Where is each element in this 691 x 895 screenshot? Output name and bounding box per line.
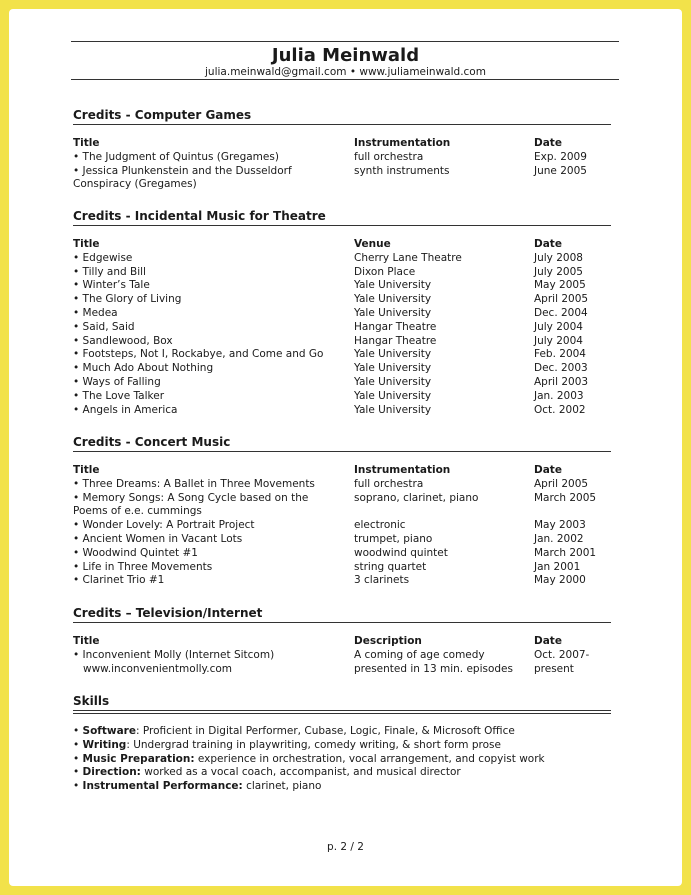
section-title: Credits – Television/Internet [73,605,611,623]
row-title: • The Judgment of Quintus (Gregames) [73,150,279,163]
table-row [73,649,611,663]
skill-text: clarinet, piano [242,780,322,793]
col-header-description: Description [354,635,422,647]
list-item: • Music Preparation: experience in orchestration, vocal arrangement, and copyist work [73,752,545,765]
contact-line: julia.meinwald@gmail.com • www.juliameinwald.com [205,66,486,78]
row-instrumentation: trumpet, piano [354,532,433,545]
row-title: • Jessica Plunkenstein and the Dusseldorf [73,164,292,177]
col-header-instrumentation: Instrumentation [354,464,451,476]
row-date: July 2005 [534,265,583,278]
row-date: Oct. 2007- [534,648,590,661]
list-item: • Writing: Undergrad training in playwriting, comedy writing, & short form prose [73,738,501,751]
row-date: March 2005 [534,491,597,504]
row-title: • Said, Said [73,320,135,333]
row-title: • Edgewise [73,251,133,264]
row-venue: Yale University [354,293,432,306]
row-instrumentation: string quartet [354,560,427,573]
skills-list [73,725,611,794]
row-instrumentation: full orchestra [354,477,424,490]
row-title: www.inconvenientmolly.com [83,662,233,675]
row-date: Dec. 2004 [534,306,588,319]
skill-text: experience in orchestration, vocal arrangement, and copyist work [194,752,545,765]
table-row [73,404,611,418]
col-header-date: Date [534,635,562,647]
row-venue: Yale University [354,279,432,292]
table-row [73,279,611,293]
header-bottom-rule [71,79,619,80]
row-venue: Yale University [354,306,432,319]
row-date: April 2005 [534,477,589,490]
row-title: • The Love Talker [73,389,165,402]
row-title: • The Glory of Living [73,293,182,306]
section-title: Credits - Incidental Music for Theatre [73,208,611,226]
row-title: • Medea [73,306,118,319]
table-row [73,492,611,506]
concert-table [73,464,611,588]
col-header-title: Title [73,464,100,476]
table-row [73,561,611,575]
row-venue: Yale University [354,375,432,388]
skill-text: worked as a vocal coach, accompanist, and musical director [140,766,461,779]
table-row [73,321,611,335]
row-date: Dec. 2003 [534,362,588,375]
list-item: • Direction: worked as a vocal coach, accompanist, and musical director [73,766,461,779]
table-row [73,252,611,266]
skills-rule [73,713,611,714]
table-row [73,335,611,349]
resume-name: Julia Meinwald [271,45,420,66]
table-row [73,533,611,547]
table-row [73,574,611,588]
row-title: • Much Ado About Nothing [73,362,214,375]
skill-label: Instrumental Performance: [82,780,243,793]
row-date: July 2008 [534,251,583,264]
row-instrumentation: full orchestra [354,150,424,163]
table-row [73,307,611,321]
col-header-title: Title [73,137,100,149]
row-date: April 2003 [534,375,589,388]
row-title: • Three Dreams: A Ballet in Three Movements [73,477,315,490]
row-date: Exp. 2009 [534,150,587,163]
row-title: • Wonder Lovely: A Portrait Project [73,519,255,532]
row-date: May 2005 [534,279,586,292]
col-header-date: Date [534,137,562,149]
table-header-row [73,238,611,252]
table-row [73,266,611,280]
row-date: March 2001 [534,546,597,559]
col-header-date: Date [534,238,562,250]
row-venue: Cherry Lane Theatre [354,251,462,264]
table-row [73,547,611,561]
theatre-table [73,238,611,417]
row-title: • Life in Three Movements [73,560,213,573]
row-instrumentation: woodwind quintet [354,546,448,559]
row-date: May 2000 [534,574,586,587]
row-venue: Dixon Place [354,265,416,278]
row-title: • Footsteps, Not I, Rockabye, and Come and Go [73,348,324,361]
section-title: Credits - Concert Music [73,434,611,452]
row-title: Conspiracy (Gregames) [73,178,197,191]
table-row [73,293,611,307]
table-row [73,663,611,677]
row-title: • Woodwind Quintet #1 [73,546,198,559]
section-concert-music [73,434,611,588]
resume-page [9,9,682,886]
list-item: • Instrumental Performance: clarinet, piano [73,780,322,793]
row-venue: Hangar Theatre [354,334,437,347]
section-computer-games [73,107,611,192]
table-header-row [73,137,611,151]
section-television-internet [73,605,611,676]
table-row [73,505,611,519]
table-row [73,376,611,390]
section-theatre [73,208,611,417]
table-header-row [73,464,611,478]
row-date: July 2004 [534,334,583,347]
tv-table [73,635,611,676]
row-venue: Hangar Theatre [354,320,437,333]
skill-label: Direction: [82,766,141,779]
row-date: April 2005 [534,293,589,306]
table-row [73,165,611,179]
col-header-title: Title [73,635,100,647]
skill-label: Software [82,725,136,737]
table-row [73,519,611,533]
skill-text: : Proficient in Digital Performer, Cubase, Logic, Finale, & Microsoft Office [135,725,515,737]
table-row [73,478,611,492]
skill-label: Music Preparation: [82,752,195,765]
table-row [73,390,611,404]
row-date: Jan. 2003 [534,389,584,402]
row-title: • Sandlewood, Box [73,334,173,347]
row-title: • Angels in America [73,403,178,416]
row-title: • Ancient Women in Vacant Lots [73,532,243,545]
table-header-row [73,635,611,649]
games-table [73,137,611,192]
row-venue: Yale University [354,403,432,416]
row-venue: Yale University [354,389,432,402]
row-instrumentation: 3 clarinets [354,574,410,587]
row-date: Jan 2001 [534,560,581,573]
row-title: • Tilly and Bill [73,265,146,278]
row-date: July 2004 [534,320,583,333]
row-instrumentation: synth instruments [354,164,450,177]
section-title: Skills [73,693,611,711]
row-date: June 2005 [534,164,587,177]
row-title: • Clarinet Trio #1 [73,574,165,587]
row-title: Poems of e.e. cummings [73,505,202,518]
row-instrumentation: electronic [354,519,406,532]
row-date: May 2003 [534,519,586,532]
row-date: Feb. 2004 [534,348,586,361]
row-venue: Yale University [354,362,432,375]
table-row [73,178,611,192]
skill-text: : Undergrad training in playwriting, comedy writing, & short form prose [126,738,501,751]
col-header-title: Title [73,238,100,250]
row-description: presented in 13 min. episodes [354,662,513,675]
col-header-venue: Venue [354,238,391,250]
row-date: Jan. 2002 [534,532,584,545]
table-row [73,151,611,165]
section-title: Credits - Computer Games [73,107,611,125]
skill-label: Writing [82,738,127,751]
table-row [73,348,611,362]
header-top-rule [71,41,619,42]
list-item: • Software: Proficient in Digital Performer, Cubase, Logic, Finale, & Microsoft Office [73,725,515,737]
page-number: p. 2 / 2 [327,841,364,853]
col-header-date: Date [534,464,562,476]
row-title: • Memory Songs: A Song Cycle based on the [73,491,309,504]
row-venue: Yale University [354,348,432,361]
col-header-instrumentation: Instrumentation [354,137,451,149]
row-date: Oct. 2002 [534,403,586,416]
section-skills [73,693,611,794]
row-title: • Winter’s Tale [73,279,150,292]
row-title: • Inconvenient Molly (Internet Sitcom) [73,648,275,661]
row-instrumentation: soprano, clarinet, piano [354,491,479,504]
row-date: present [534,662,574,675]
table-row [73,362,611,376]
row-title: • Ways of Falling [73,375,161,388]
row-description: A coming of age comedy [354,648,485,661]
